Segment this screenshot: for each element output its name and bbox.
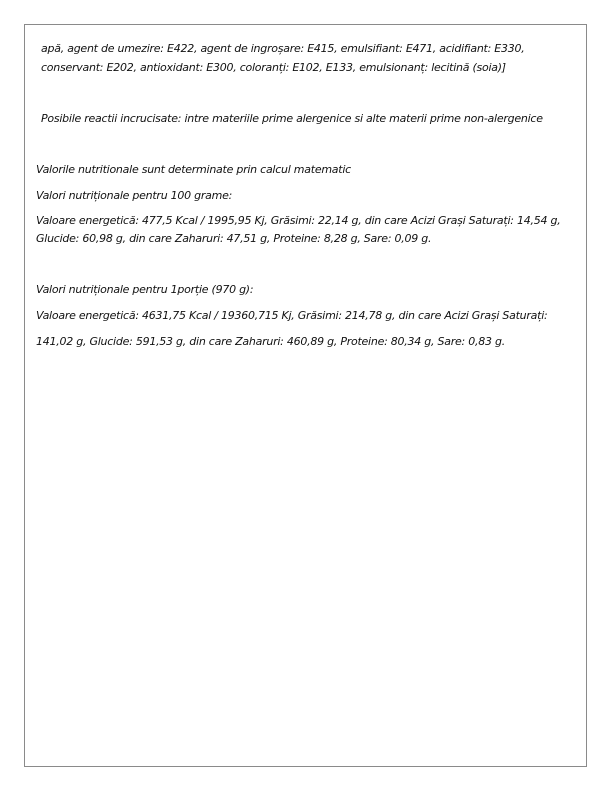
nutrition-method-note: Valorile nutritionale sunt determinate prin calcul matematic <box>36 163 351 176</box>
per-portion-heading: Valori nutriționale pentru 1porție (970 g): <box>36 283 254 296</box>
ingredients-line-2: conservant: E202, antioxidant: E300, coloranți: E102, E133, emulsionanț: lecitină (soia)] <box>41 61 506 74</box>
cross-reactions-note: Posibile reactii incrucisate: intre materiile prime alergenice si alte materii prime non-alergenice <box>41 112 543 125</box>
per-100g-line-1: Valoare energetică: 477,5 Kcal / 1995,95 Kj, Grăsimi: 22,14 g, din care Acizi Grași Saturați: 14,54 g, <box>36 214 561 227</box>
page-border <box>24 24 587 767</box>
per-100g-heading: Valori nutriționale pentru 100 grame: <box>36 189 233 202</box>
per-100g-line-2: Glucide: 60,98 g, din care Zaharuri: 47,51 g, Proteine: 8,28 g, Sare: 0,09 g. <box>36 232 432 245</box>
ingredients-line-1: apă, agent de umezire: E422, agent de ingroșare: E415, emulsifiant: E471, acidifiant: E330, <box>41 42 525 55</box>
per-portion-line-1: Valoare energetică: 4631,75 Kcal / 19360,715 Kj, Grăsimi: 214,78 g, din care Acizi Grași Saturați: <box>36 309 548 322</box>
per-portion-line-2: 141,02 g, Glucide: 591,53 g, din care Zaharuri: 460,89 g, Proteine: 80,34 g, Sare: 0,83 g. <box>36 335 505 348</box>
